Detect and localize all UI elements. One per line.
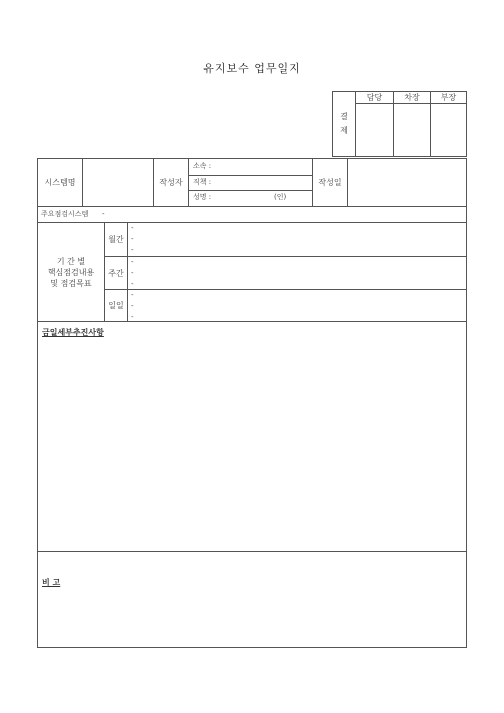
bullet-line: -: [131, 291, 134, 299]
approval-side-label: 결 제: [340, 112, 348, 135]
period-row-label: 주간: [108, 268, 124, 278]
author-label: 작성자: [153, 159, 188, 206]
main-form: [37, 158, 467, 648]
period-row-weekly: [104, 256, 466, 289]
bullet-line: -: [131, 258, 134, 266]
approval-col-manager: [430, 92, 466, 156]
main-system-label: 주요점검시스템: [41, 210, 89, 218]
approval-col-staff: [355, 92, 393, 156]
bullet-line: -: [131, 269, 134, 277]
affiliation-label: 소속 :: [193, 162, 212, 170]
remarks-section[interactable]: [38, 551, 466, 647]
remarks-section-title: 비 고: [42, 578, 61, 587]
main-system-value[interactable]: -: [102, 210, 105, 218]
period-row-daily: [104, 289, 466, 321]
approval-sign-manager[interactable]: [431, 103, 466, 156]
period-label: 기 간 별 핵심점검내용 및 점검목표: [47, 256, 95, 288]
period-section: [38, 222, 466, 321]
approval-sign-staff[interactable]: [356, 103, 393, 156]
date-field[interactable]: [347, 159, 466, 206]
period-row-content[interactable]: [127, 290, 467, 321]
bullet-line: -: [131, 235, 134, 243]
period-row-monthly: [104, 223, 466, 256]
approval-header-manager: 부장: [440, 93, 457, 102]
today-section-title: 금일세부추진사항: [42, 328, 104, 337]
period-row-label: 일일: [108, 301, 124, 310]
today-section[interactable]: [38, 321, 466, 551]
seal-mark: (인): [274, 193, 287, 201]
position-label: 직책 :: [193, 178, 212, 186]
period-row-label: 월간: [108, 235, 124, 244]
name-row: [189, 190, 312, 205]
position-row: [189, 175, 312, 190]
name-label: 성명 :: [193, 193, 212, 201]
approval-col-deputy: [393, 92, 430, 156]
approval-header-staff: 담당: [366, 93, 383, 102]
date-label: 작성일: [312, 159, 347, 206]
page-title: 유지보수 업무일지: [203, 62, 301, 75]
bullet-line: -: [131, 280, 134, 288]
bullet-line: -: [131, 246, 134, 254]
approval-sign-deputy[interactable]: [394, 103, 430, 156]
period-row-content[interactable]: [127, 223, 467, 256]
approval-header-deputy: 차장: [404, 93, 420, 102]
system-name-label: 시스템명: [44, 178, 76, 187]
approval-box: [332, 91, 467, 157]
bullet-line: -: [131, 302, 134, 310]
author-details: [188, 159, 312, 206]
period-row-content[interactable]: [127, 257, 467, 289]
bullet-line: -: [131, 313, 134, 321]
main-system-row: [38, 206, 466, 222]
system-name-field[interactable]: [82, 159, 153, 206]
bullet-line: -: [131, 224, 134, 232]
